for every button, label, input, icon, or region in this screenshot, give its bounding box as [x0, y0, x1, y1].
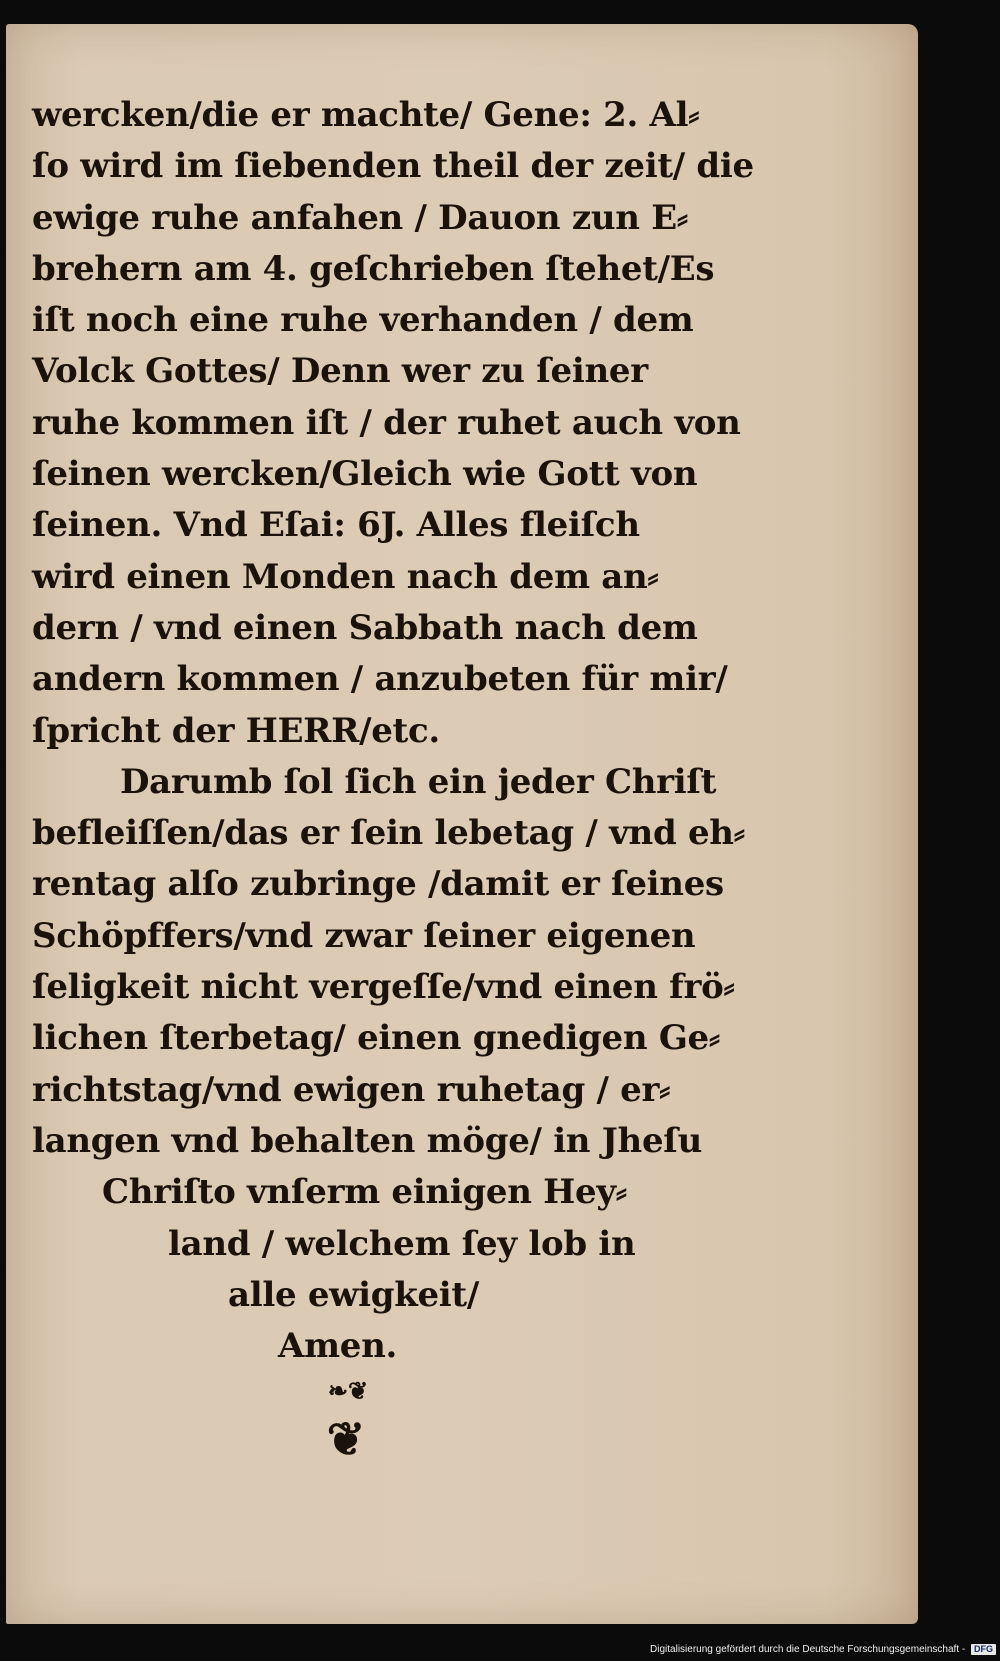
text-line: wercken/die er machte/ Gene: 2. Al⸗ [32, 95, 700, 135]
text-line: ſeligkeit nicht vergeſſe/vnd einen frö⸗ [32, 967, 735, 1008]
text-line: richtstag/vnd ewigen ruhetag / er⸗ [32, 1069, 671, 1110]
credit-text: Digitalisierung gefördert durch die Deutsche Forschungsgemeinschaft - [650, 1644, 966, 1655]
closing-block [32, 1167, 682, 1372]
book-page [6, 24, 918, 1624]
text-line: brehern am 4. geſchrieben ſtehet/Es [32, 248, 715, 289]
fleuron-icon: ❦ [326, 1412, 366, 1466]
closing-line: Chriſto vnſerm einigen Hey⸗ [102, 1172, 627, 1213]
digitization-credit [650, 1644, 996, 1655]
paragraph-start-line: Darumb ſol ſich ein jeder Chriſt [120, 761, 717, 802]
body-text [32, 90, 754, 1372]
dfg-logo: DFG [971, 1644, 996, 1655]
text-line: andern kommen / anzubeten für mir/ [32, 659, 728, 700]
text-line: dern / vnd einen Sabbath nach dem [32, 607, 698, 648]
text-line: ewige ruhe anfahen / Dauon zun E⸗ [32, 197, 688, 238]
closing-line: alle ewigkeit/ [228, 1274, 479, 1315]
ornament-icon: ❧❦ [327, 1376, 369, 1405]
text-line: rentag alſo zubringe /damit er ſeines [32, 864, 724, 905]
text-line: ſo wird im ſiebenden theil der zeit/ die [32, 146, 754, 187]
text-line: ruhe kommen iſt / der ruhet auch von [32, 402, 741, 443]
closing-line: land / welchem ſey lob in [168, 1223, 636, 1264]
text-line: iſt noch eine ruhe verhanden / dem [32, 300, 694, 341]
text-line: befleiſſen/das er ſein lebetag / vnd eh⸗ [32, 813, 745, 854]
text-line: ſpricht der HERR/etc. [32, 710, 440, 751]
text-line: Volck Gottes/ Denn wer zu ſeiner [32, 351, 648, 392]
text-line: langen vnd behalten möge/ in Jheſu [32, 1120, 703, 1161]
closing-line: Amen. [278, 1326, 398, 1367]
text-line: Schöpffers/vnd zwar ſeiner eigenen [32, 915, 696, 956]
text-line: lichen ſterbetag/ einen gnedigen Ge⸗ [32, 1018, 720, 1059]
text-line: ſeinen wercken/Gleich wie Gott von [32, 454, 698, 495]
text-line: ſeinen. Vnd Eſai: 6J. Alles fleiſch [32, 505, 640, 546]
text-line: wird einen Monden nach dem an⸗ [32, 556, 659, 597]
